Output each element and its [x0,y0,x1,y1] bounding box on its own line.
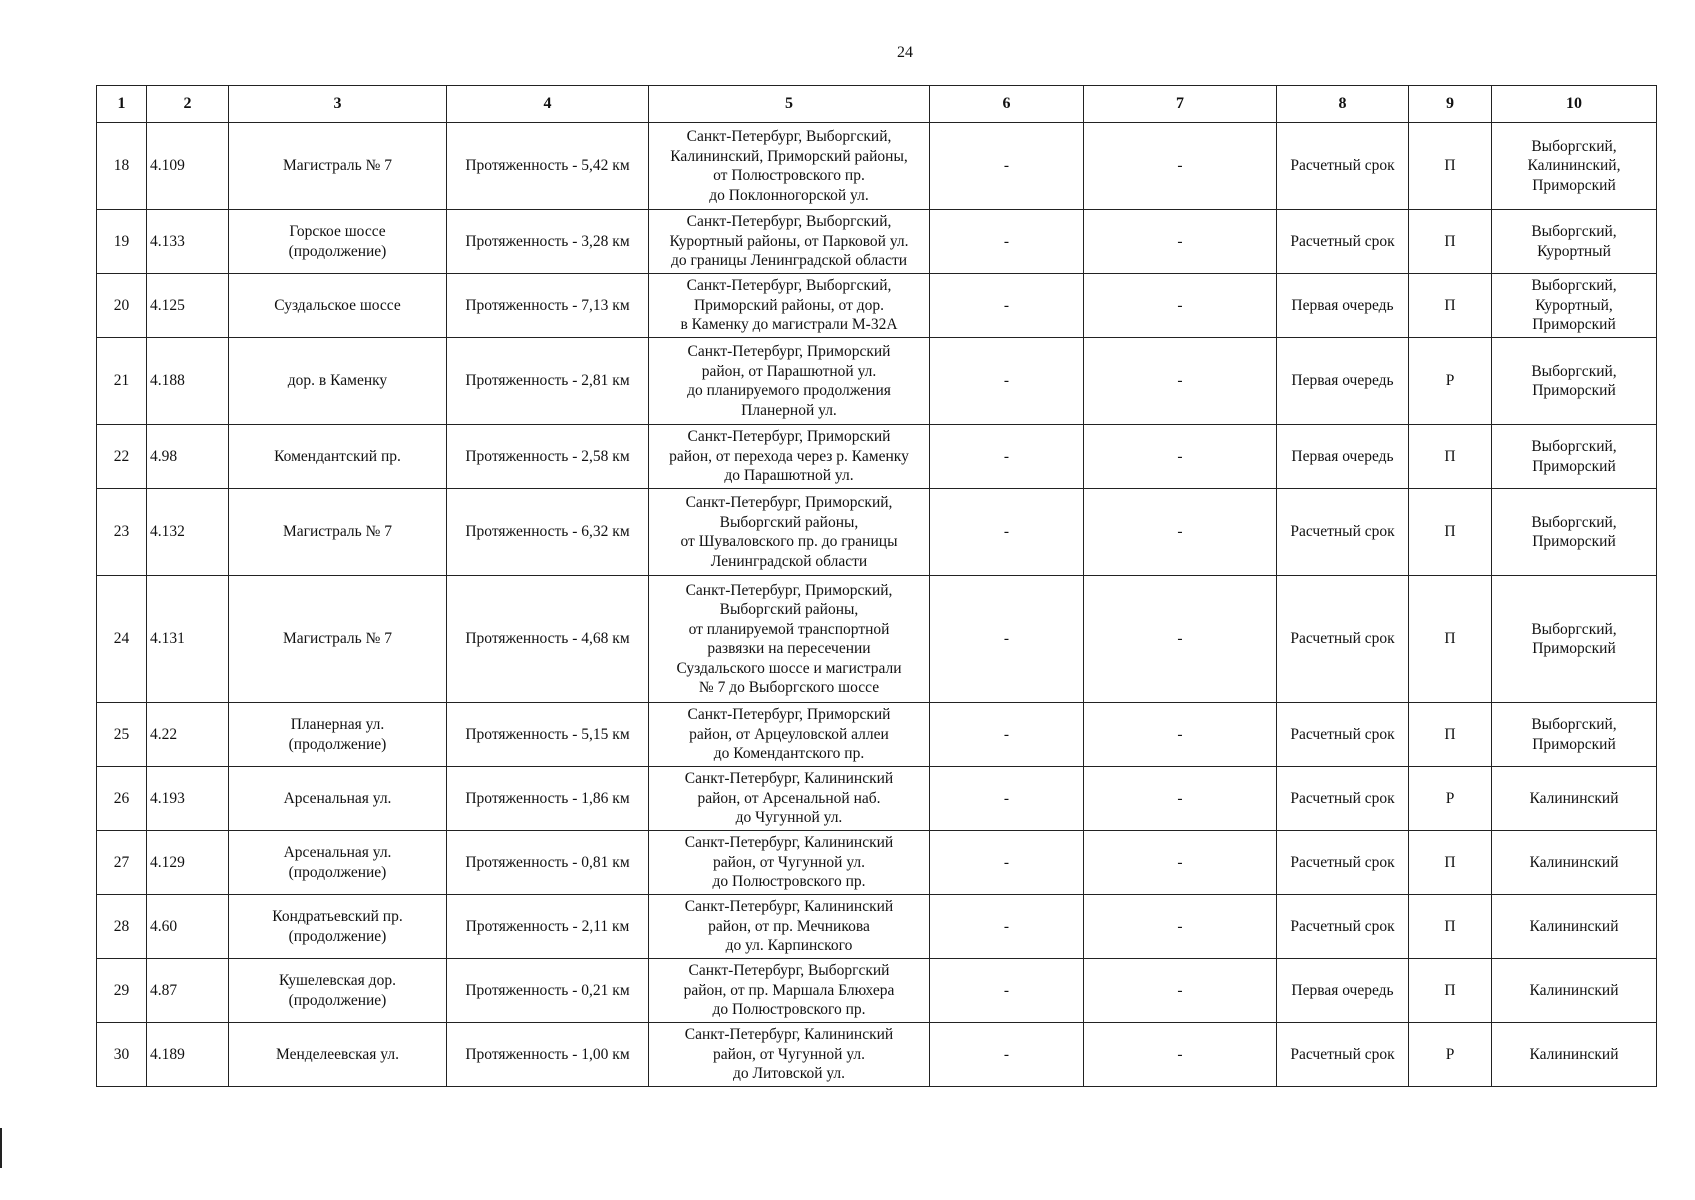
districts-line: Калининский [1529,853,1619,871]
page-number: 24 [897,44,913,61]
term-cell: Расчетный срок [1277,767,1409,831]
object-code-cell: 4.188 [147,338,229,425]
row-number-cell: 22 [97,425,147,489]
type-cell: Р [1409,1023,1492,1087]
object-name-line: (продолжение) [288,863,387,881]
districts-line: Выборгский, [1531,716,1617,733]
object-name-cell [229,703,447,767]
districts-line: Приморский [1532,735,1616,753]
term-cell: Первая очередь [1277,338,1409,425]
length-cell: Протяженность - 3,28 км [447,210,649,274]
object-name-cell: Суздальское шоссе [229,274,447,338]
column-6-cell: - [930,703,1084,767]
term-cell: Расчетный срок [1277,895,1409,959]
object-name-cell: дор. в Каменку [229,338,447,425]
location-line: Санкт-Петербург, Приморский, [685,494,893,511]
column-7-cell: - [1084,338,1277,425]
districts-line: Приморский [1532,457,1616,475]
row-number-cell: 24 [97,576,147,703]
object-name-line: Горское шоссе [289,223,386,240]
districts-line: Приморский [1532,533,1616,550]
type-cell: П [1409,959,1492,1023]
districts-cell [1492,703,1657,767]
header-cell: 3 [229,86,447,123]
column-6-cell: - [930,274,1084,338]
length-cell: Протяженность - 2,11 км [447,895,649,959]
document-table [96,85,1657,1087]
location-line: от Полюстровского пр. [713,167,865,184]
districts-cell [1492,425,1657,489]
location-line: до Поклонногорской ул. [709,186,869,204]
column-6-cell: - [930,767,1084,831]
districts-line: Калининский [1529,1045,1619,1063]
location-cell [649,123,930,210]
type-cell: П [1409,425,1492,489]
districts-cell [1492,123,1657,210]
object-name-cell: Магистраль № 7 [229,489,447,576]
row-number-cell: 23 [97,489,147,576]
term-cell: Расчетный срок [1277,123,1409,210]
row-number-cell: 18 [97,123,147,210]
districts-line: Выборгский, [1531,620,1617,638]
table-row [97,123,1657,210]
object-name-cell: Магистраль № 7 [229,123,447,210]
location-line: Санкт-Петербург, Приморский, [685,581,893,599]
districts-cell [1492,1023,1657,1087]
location-line: район, от перехода через р. Каменку [669,447,909,465]
location-line: до Парашютной ул. [724,467,854,485]
districts-line: Выборгский, [1531,362,1617,380]
table-body [97,123,1657,1087]
table-row [97,425,1657,489]
row-number-cell: 25 [97,703,147,767]
row-number-cell: 27 [97,831,147,895]
row-number-cell: 19 [97,210,147,274]
location-line: Калининский, Приморский районы, [670,147,908,165]
column-6-cell: - [930,895,1084,959]
column-7-cell: - [1084,274,1277,338]
header-row [97,86,1657,123]
column-6-cell: - [930,1023,1084,1087]
location-line: Санкт-Петербург, Калининский [684,834,894,852]
object-code-cell: 4.60 [147,895,229,959]
districts-cell [1492,895,1657,959]
object-name-line: (продолжение) [288,242,387,260]
type-cell: П [1409,895,1492,959]
districts-cell [1492,959,1657,1023]
location-line: до границы Ленинградской области [670,252,908,270]
table-row [97,274,1657,338]
term-cell: Расчетный срок [1277,576,1409,703]
column-6-cell: - [930,210,1084,274]
object-name-line: (продолжение) [288,991,387,1009]
location-cell [649,210,930,274]
header-cell: 5 [649,86,930,123]
location-cell [649,338,930,425]
column-7-cell: - [1084,210,1277,274]
location-line: Санкт-Петербург, Выборгский [688,962,890,980]
column-7-cell: - [1084,831,1277,895]
location-cell [649,425,930,489]
districts-line: Выборгский, [1531,223,1617,240]
location-line: до Чугунной ул. [735,809,843,827]
table-row [97,576,1657,703]
row-number-cell: 28 [97,895,147,959]
location-line: Суздальского шоссе и магистрали [676,659,902,677]
districts-cell [1492,831,1657,895]
object-name-line: (продолжение) [288,927,387,945]
term-cell: Расчетный срок [1277,210,1409,274]
location-cell [649,576,930,703]
object-code-cell: 4.133 [147,210,229,274]
districts-line: Калининский [1529,981,1619,999]
location-cell [649,959,930,1023]
scan-edge-mark [0,1128,2,1168]
location-line: район, от Арсенальной наб. [697,789,881,807]
location-line: развязки на пересечении [707,640,871,657]
length-cell: Протяженность - 4,68 км [447,576,649,703]
object-code-cell: 4.131 [147,576,229,703]
header-cell: 2 [147,86,229,123]
districts-line: Выборгский, [1531,137,1617,155]
districts-cell [1492,338,1657,425]
location-line: район, от Арцеуловской аллеи [689,725,889,743]
location-line: Санкт-Петербург, Приморский [687,706,891,724]
object-name-cell: Арсенальная ул. [229,767,447,831]
districts-line: Калининский [1529,917,1619,935]
header-cell: 6 [930,86,1084,123]
header-cell: 8 [1277,86,1409,123]
location-cell [649,831,930,895]
type-cell: П [1409,703,1492,767]
districts-cell [1492,489,1657,576]
object-name-line: Кушелевская дор. [279,972,396,989]
location-line: Планерной ул. [741,401,837,419]
object-code-cell: 4.193 [147,767,229,831]
districts-cell [1492,576,1657,703]
location-cell [649,1023,930,1087]
term-cell: Расчетный срок [1277,1023,1409,1087]
districts-line: Выборгский, [1531,513,1617,531]
term-cell: Расчетный срок [1277,831,1409,895]
districts-cell [1492,767,1657,831]
object-name-line: Планерная ул. [290,716,385,733]
table-row [97,338,1657,425]
header-cell: 7 [1084,86,1277,123]
type-cell: П [1409,123,1492,210]
column-6-cell: - [930,576,1084,703]
location-line: Санкт-Петербург, Калининский [684,1026,894,1044]
object-code-cell: 4.189 [147,1023,229,1087]
object-name-cell [229,895,447,959]
object-name-cell [229,210,447,274]
row-number-cell: 30 [97,1023,147,1087]
type-cell: Р [1409,338,1492,425]
location-line: Ленинградской области [710,552,868,570]
location-line: до планируемого продолжения [687,382,891,399]
location-line: Курортный районы, от Парковой ул. [669,232,909,250]
location-cell [649,703,930,767]
object-code-cell: 4.132 [147,489,229,576]
location-line: Санкт-Петербург, Калининский [684,898,894,916]
districts-line: Курортный, [1535,296,1613,314]
districts-line: Калининский, [1527,157,1621,175]
column-7-cell: - [1084,1023,1277,1087]
table-row [97,831,1657,895]
length-cell: Протяженность - 0,81 км [447,831,649,895]
table-row [97,1023,1657,1087]
location-cell [649,274,930,338]
object-name-line: Кондратьевский пр. [272,908,403,925]
column-6-cell: - [930,959,1084,1023]
header-cell: 4 [447,86,649,123]
location-cell [649,767,930,831]
length-cell: Протяженность - 5,42 км [447,123,649,210]
location-line: район, от пр. Маршала Блюхера [683,981,895,999]
location-line: Санкт-Петербург, Выборгский, [686,277,892,295]
header-cell: 9 [1409,86,1492,123]
location-line: от Шуваловского пр. до границы [680,533,898,550]
location-cell [649,895,930,959]
districts-line: Приморский [1532,316,1616,334]
column-7-cell: - [1084,959,1277,1023]
row-number-cell: 29 [97,959,147,1023]
location-line: Санкт-Петербург, Выборгский, [686,213,892,231]
districts-line: Приморский [1532,640,1616,657]
length-cell: Протяженность - 6,32 км [447,489,649,576]
table-row [97,210,1657,274]
object-code-cell: 4.125 [147,274,229,338]
location-line: район, от пр. Мечникова [708,917,870,935]
table-row [97,489,1657,576]
header-cell: 1 [97,86,147,123]
districts-cell [1492,210,1657,274]
length-cell: Протяженность - 2,58 км [447,425,649,489]
length-cell: Протяженность - 1,00 км [447,1023,649,1087]
districts-line: Выборгский, [1531,438,1617,455]
column-7-cell: - [1084,895,1277,959]
length-cell: Протяженность - 5,15 км [447,703,649,767]
location-line: до ул. Карпинского [725,937,853,955]
object-name-cell: Комендантский пр. [229,425,447,489]
object-name-cell: Магистраль № 7 [229,576,447,703]
location-line: в Каменку до магистрали М-32А [680,316,898,334]
location-line: Санкт-Петербург, Выборгский, [686,128,892,145]
object-code-cell: 4.98 [147,425,229,489]
location-cell [649,489,930,576]
location-line: район, от Чугунной ул. [712,1045,866,1063]
location-line: Санкт-Петербург, Калининский [684,770,894,788]
row-number-cell: 20 [97,274,147,338]
table-row [97,959,1657,1023]
object-code-cell: 4.109 [147,123,229,210]
column-7-cell: - [1084,425,1277,489]
type-cell: П [1409,274,1492,338]
districts-cell [1492,274,1657,338]
location-line: Приморский районы, от дор. [693,296,884,314]
districts-line: Приморский [1532,382,1616,399]
column-7-cell: - [1084,576,1277,703]
location-line: до Полюстровского пр. [712,873,866,891]
term-cell: Расчетный срок [1277,703,1409,767]
length-cell: Протяженность - 1,86 км [447,767,649,831]
object-name-line: (продолжение) [288,735,387,753]
type-cell: П [1409,831,1492,895]
object-name-cell: Менделеевская ул. [229,1023,447,1087]
type-cell: П [1409,210,1492,274]
object-code-cell: 4.129 [147,831,229,895]
object-code-cell: 4.22 [147,703,229,767]
location-line: Санкт-Петербург, Приморский [687,343,891,360]
table-row [97,767,1657,831]
type-cell: П [1409,576,1492,703]
location-line: № 7 до Выборгского шоссе [698,679,880,696]
column-6-cell: - [930,338,1084,425]
row-number-cell: 26 [97,767,147,831]
length-cell: Протяженность - 0,21 км [447,959,649,1023]
location-line: до Полюстровского пр. [712,1001,866,1019]
location-line: до Литовской ул. [732,1065,846,1083]
location-line: район, от Парашютной ул. [701,362,877,380]
location-line: Санкт-Петербург, Приморский [687,428,891,446]
row-number-cell: 21 [97,338,147,425]
length-cell: Протяженность - 7,13 км [447,274,649,338]
object-name-cell [229,959,447,1023]
object-name-line: Арсенальная ул. [283,844,392,861]
column-6-cell: - [930,123,1084,210]
column-6-cell: - [930,425,1084,489]
location-line: район, от Чугунной ул. [712,853,866,871]
districts-line: Курортный [1537,242,1611,260]
districts-line: Выборгский, [1531,277,1617,295]
location-line: Выборгский районы, [719,601,859,618]
term-cell: Первая очередь [1277,425,1409,489]
table-row [97,895,1657,959]
object-code-cell: 4.87 [147,959,229,1023]
column-7-cell: - [1084,703,1277,767]
location-line: до Комендантского пр. [713,745,865,763]
column-7-cell: - [1084,767,1277,831]
districts-line: Калининский [1529,789,1619,807]
length-cell: Протяженность - 2,81 км [447,338,649,425]
districts-line: Приморский [1532,176,1616,194]
table-row [97,703,1657,767]
column-6-cell: - [930,831,1084,895]
column-6-cell: - [930,489,1084,576]
location-line: от планируемой транспортной [688,620,890,638]
type-cell: Р [1409,767,1492,831]
location-line: Выборгский районы, [719,513,859,531]
type-cell: П [1409,489,1492,576]
header-cell: 10 [1492,86,1657,123]
term-cell: Первая очередь [1277,274,1409,338]
object-name-cell [229,831,447,895]
column-7-cell: - [1084,489,1277,576]
term-cell: Первая очередь [1277,959,1409,1023]
term-cell: Расчетный срок [1277,489,1409,576]
column-7-cell: - [1084,123,1277,210]
